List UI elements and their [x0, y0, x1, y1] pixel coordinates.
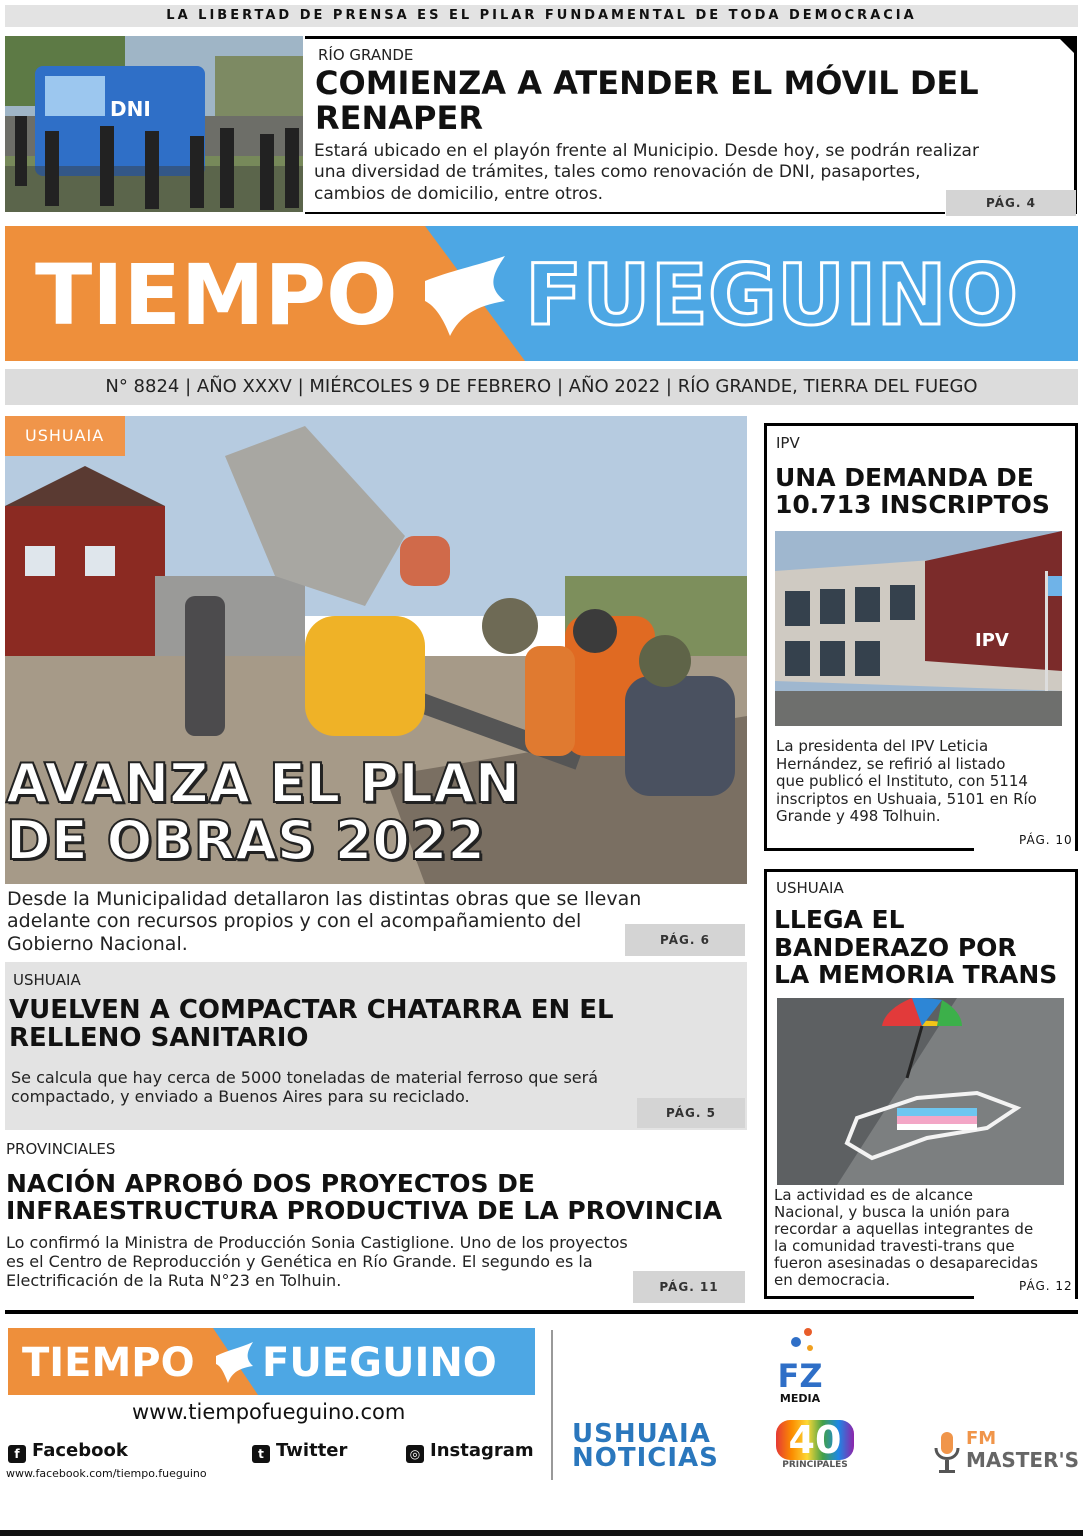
masters-text: MASTER'S	[966, 1448, 1080, 1472]
motto-bar	[5, 5, 1078, 27]
top-story-headline-line2: RENAPER	[315, 98, 483, 137]
dateline-text: N° 8824 | AÑO XXXV | MIÉRCOLES 9 DE FEBRERO | AÑO 2022 | RÍO GRANDE, TIERRA DEL FUEGO	[105, 376, 978, 397]
fm-masters-logo[interactable]	[932, 1428, 1080, 1476]
chatarra-body-line1: Se calcula que hay cerca de 5000 toneladas de material ferroso que será	[11, 1068, 598, 1087]
footer-logo-word1: TIEMPO	[22, 1340, 195, 1386]
top-story-body-line2: una diversidad de trámites, tales como renovación de DNI, pasaportes,	[314, 162, 921, 183]
nacion-body-line3: Electrificación de la Ruta N°23 en Tolhuin.	[6, 1271, 342, 1291]
ipv-body-line5: Grande y 498 Tolhuin.	[776, 807, 941, 826]
ipv-body-line1: La presidenta del IPV Leticia	[776, 737, 989, 755]
ushuaia-noticias-line1: USHUAIA	[572, 1419, 711, 1449]
main-story-body-line2: adelante con recursos propios y con el acompañamiento del	[7, 910, 582, 933]
microphone-icon	[932, 1430, 962, 1474]
main-story-headline-line1: AVANZA EL PLAN	[6, 752, 521, 815]
chatarra-body	[11, 1068, 711, 1106]
chatarra-headline[interactable]	[9, 996, 614, 1052]
nacion-headline[interactable]	[6, 1170, 722, 1224]
nacion-section: PROVINCIALES	[6, 1140, 116, 1158]
main-story-body-line1: Desde la Municipalidad detallaron las distintas obras que se llevan	[7, 888, 642, 910]
facebook-url[interactable]: www.facebook.com/tiempo.fueguino	[6, 1467, 207, 1480]
facebook-label: Facebook	[32, 1440, 128, 1461]
top-story-body-line1: Estará ubicado en el playón frente al Municipio. Desde hoy, se podrán realizar	[314, 141, 979, 161]
trans-page: PÁG. 12	[1019, 1279, 1073, 1293]
masthead-word1: TIEMPO	[35, 246, 398, 344]
fz-dots-icon	[770, 1326, 830, 1356]
trans-bottom-rule	[764, 1296, 974, 1299]
nacion-headline-line1: NACIÓN APROBÓ DOS PROYECTOS DE	[6, 1169, 536, 1198]
corner-triangle	[1057, 36, 1077, 56]
footer-logo[interactable]	[8, 1328, 535, 1395]
top-story-rule	[305, 212, 945, 214]
fz-sub: MEDIA	[779, 1392, 821, 1405]
facebook-icon: f	[8, 1445, 26, 1463]
top-story-section: RÍO GRANDE	[318, 46, 414, 64]
trans-body-line5: fueron asesinadas o desaparecidas	[774, 1253, 1038, 1272]
twitter-label: Twitter	[276, 1440, 348, 1461]
ipv-photo	[775, 531, 1062, 726]
nacion-page: PÁG. 11	[633, 1271, 745, 1303]
trans-headline[interactable]	[774, 906, 1057, 989]
chatarra-headline-line1: VUELVEN A COMPACTAR CHATARRA EN EL	[9, 995, 614, 1025]
fz-media-logo[interactable]	[770, 1326, 830, 1410]
renaper-photo	[5, 36, 303, 212]
ipv-body	[776, 738, 1061, 826]
instagram-icon: ◎	[406, 1445, 424, 1463]
nacion-headline-line2: INFRAESTRUCTURA PRODUCTIVA DE LA PROVINCIA	[6, 1196, 723, 1225]
main-story-page: PÁG. 6	[625, 924, 745, 956]
dateline	[5, 369, 1078, 405]
top-story-headline[interactable]	[315, 66, 979, 135]
bottom-edge	[0, 1530, 1083, 1536]
ushuaia-noticias-line2: NOTICIAS	[572, 1443, 719, 1473]
main-story-tag: USHUAIA	[5, 416, 125, 456]
ushuaia-noticias-logo[interactable]	[572, 1419, 719, 1473]
main-story-headline[interactable]	[6, 752, 521, 872]
main-story-body-line3: Gobierno Nacional.	[7, 932, 188, 955]
40-principales-logo[interactable]	[776, 1420, 854, 1470]
ipv-body-line4: inscriptos en Ushuaia, 5101 en Río	[776, 789, 1037, 808]
top-story-headline-line1: COMIENZA A ATENDER EL MÓVIL DEL	[315, 64, 979, 102]
footer-divider	[551, 1330, 553, 1480]
chatarra-body-line2: compactado, y enviado a Buenos Aires para su reciclado.	[11, 1087, 470, 1107]
fm-text: FM	[966, 1428, 997, 1449]
masthead-word2: FUEGUINO	[525, 246, 1019, 344]
trans-body-line1: La actividad es de alcance	[774, 1186, 973, 1204]
trans-body	[774, 1187, 1064, 1289]
nacion-body-line1: Lo confirmó la Ministra de Producción Sonia Castiglione. Uno de los proyectos	[6, 1233, 628, 1252]
top-story-body-line3: cambios de domicilio, entre otros.	[314, 183, 604, 204]
trans-body-line2: Nacional, y busca la unión para	[774, 1202, 1010, 1221]
ipv-headline[interactable]	[775, 464, 1050, 518]
trans-photo	[777, 998, 1064, 1185]
ipv-body-line3: que publicó el Instituto, con 5114	[776, 772, 1028, 791]
instagram-label: Instagram	[430, 1440, 534, 1461]
chatarra-page: PÁG. 5	[637, 1098, 745, 1128]
top-story-page: PÁG. 4	[946, 190, 1076, 216]
main-story-body	[7, 888, 707, 955]
footer-rule	[5, 1310, 1078, 1314]
fz-text: FZ	[777, 1357, 823, 1395]
ipv-bottom-rule	[764, 848, 974, 851]
ipv-building-sign: IPV	[975, 630, 1009, 651]
motto-text: LA LIBERTAD DE PRENSA ES EL PILAR FUNDAMENTAL DE TODA DEMOCRACIA	[166, 8, 917, 23]
nacion-body-line2: es el Centro de Reproducción y Genética en Río Grande. El segundo es la	[6, 1252, 593, 1272]
ipv-body-line2: Hernández, se refirió al listado	[776, 754, 1006, 773]
twitter-icon: t	[252, 1445, 270, 1463]
footer-logo-word2: FUEGUINO	[262, 1340, 497, 1386]
trans-headline-line3: LA MEMORIA TRANS	[774, 960, 1058, 989]
instagram-link[interactable]	[406, 1440, 534, 1463]
nacion-body	[6, 1233, 696, 1291]
chatarra-section: USHUAIA	[13, 971, 81, 989]
ipv-headline-line2: 10.713 INSCRIPTOS	[775, 490, 1050, 519]
trans-headline-line2: BANDERAZO POR	[774, 932, 1017, 962]
ipv-section: IPV	[776, 434, 800, 452]
facebook-link[interactable]	[8, 1440, 128, 1463]
40-number: 40	[776, 1420, 854, 1460]
trans-body-line6: en democracia.	[774, 1270, 891, 1289]
trans-headline-line1: LLEGA EL	[774, 905, 905, 934]
masthead	[5, 226, 1078, 361]
chatarra-headline-line2: RELLENO SANITARIO	[9, 1023, 309, 1054]
main-story-headline-line2: DE OBRAS 2022	[6, 808, 485, 872]
ipv-page: PÁG. 10	[1019, 833, 1073, 847]
ipv-headline-line1: UNA DEMANDA DE	[775, 463, 1034, 492]
trans-section: USHUAIA	[776, 879, 844, 897]
footer-website[interactable]: www.tiempofueguino.com	[132, 1400, 406, 1424]
40-sub: PRINCIPALES	[782, 1460, 848, 1470]
dni-van-text: DNI	[110, 97, 151, 121]
twitter-link[interactable]	[252, 1440, 347, 1463]
trans-body-line3: recordar a aquellas integrantes de	[774, 1219, 1034, 1238]
trans-body-line4: la comunidad travesti-trans que	[774, 1236, 1015, 1255]
